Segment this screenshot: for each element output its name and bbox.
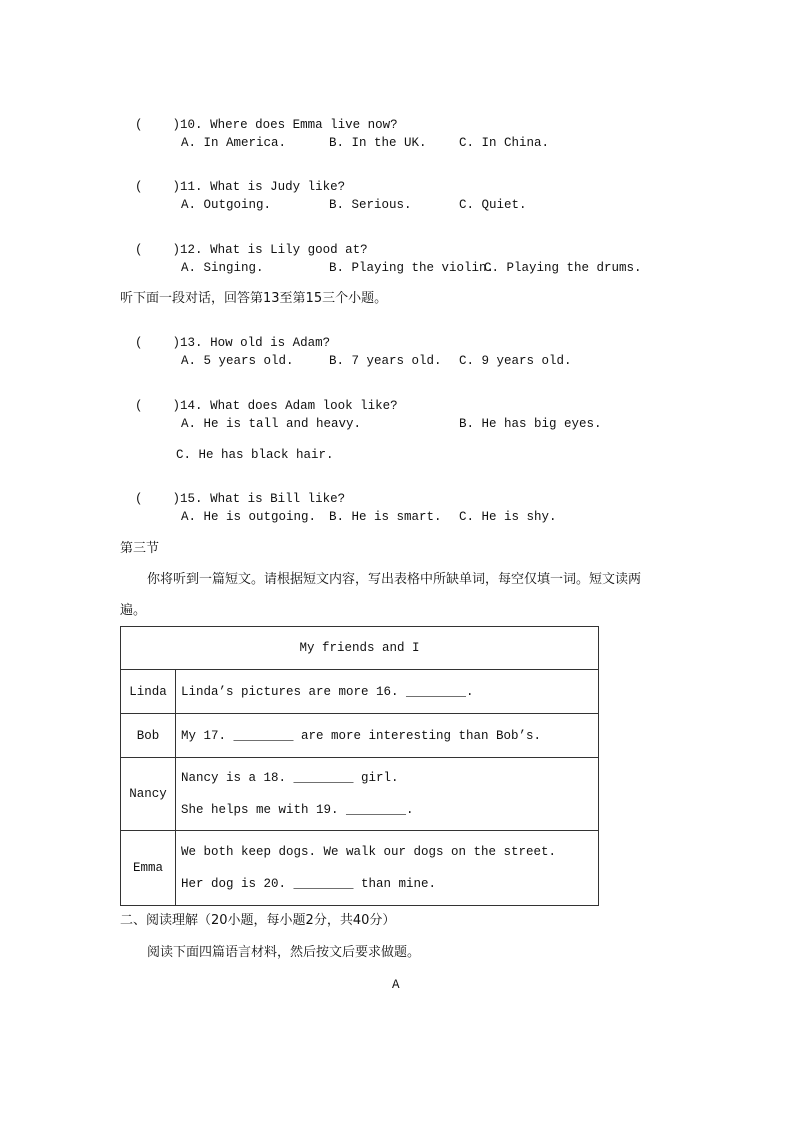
option-c: C. Playing the drums. bbox=[484, 261, 642, 275]
option-b: B. Playing the violin. bbox=[329, 261, 495, 275]
option-c: C. He has black hair. bbox=[176, 448, 334, 462]
question-number: 10. bbox=[180, 117, 203, 132]
option-b: B. 7 years old. bbox=[329, 354, 442, 368]
section-instruction-cont: 遍。 bbox=[120, 603, 147, 618]
question-text: What does Adam look like? bbox=[210, 398, 398, 413]
question-11 bbox=[120, 168, 345, 193]
option-a: A. He is tall and heavy. bbox=[181, 417, 362, 431]
question-13 bbox=[120, 324, 330, 349]
option-c: C. In China. bbox=[459, 136, 550, 150]
section-heading: 第三节 bbox=[120, 541, 160, 556]
question-text: Where does Emma live now? bbox=[210, 117, 398, 132]
table-row bbox=[121, 831, 599, 906]
option-a: A. Outgoing. bbox=[181, 198, 272, 212]
friend-name: Nancy bbox=[121, 758, 176, 831]
option-c: C. 9 years old. bbox=[459, 354, 572, 368]
friend-info bbox=[176, 670, 599, 714]
table-row bbox=[121, 714, 599, 758]
question-text: What is Lily good at? bbox=[210, 242, 368, 257]
question-14 bbox=[120, 387, 398, 412]
option-a: A. 5 years old. bbox=[181, 354, 294, 368]
fill-in-table bbox=[120, 626, 599, 906]
friend-info bbox=[176, 714, 599, 758]
table-row bbox=[121, 758, 599, 831]
option-c: C. He is shy. bbox=[459, 510, 557, 524]
option-a: A. Singing. bbox=[181, 261, 264, 275]
friend-info bbox=[176, 831, 599, 906]
question-12 bbox=[120, 231, 368, 256]
option-c: C. Quiet. bbox=[459, 198, 527, 212]
question-number: 13. bbox=[180, 335, 203, 350]
info-line: Nancy is a 18. ________ girl. bbox=[181, 771, 399, 785]
dialog-instruction: 听下面一段对话，回答第13至第15三个小题。 bbox=[120, 291, 388, 306]
question-text: What is Judy like? bbox=[210, 179, 346, 194]
friend-info bbox=[176, 758, 599, 831]
option-b: B. He is smart. bbox=[329, 510, 442, 524]
friend-name: Bob bbox=[121, 714, 176, 758]
question-number: 15. bbox=[180, 491, 203, 506]
info-line: She helps me with 19. ________. bbox=[181, 803, 414, 817]
answer-paren[interactable]: ( ) bbox=[135, 398, 181, 413]
passage-label: A bbox=[392, 978, 400, 992]
question-text: How old is Adam? bbox=[210, 335, 331, 350]
table-title-row bbox=[121, 627, 599, 670]
answer-paren[interactable]: ( ) bbox=[135, 335, 181, 350]
answer-paren[interactable]: ( ) bbox=[135, 117, 181, 132]
option-b: B. He has big eyes. bbox=[459, 417, 602, 431]
question-10 bbox=[120, 106, 398, 131]
question-number: 14. bbox=[180, 398, 203, 413]
answer-paren[interactable]: ( ) bbox=[135, 242, 181, 257]
part-heading: 二、阅读理解（20小题，每小题2分，共40分） bbox=[120, 913, 396, 928]
table-row bbox=[121, 670, 599, 714]
section-instruction: 你将听到一篇短文。请根据短文内容，写出表格中所缺单词，每空仅填一词。短文读两 bbox=[147, 572, 642, 587]
question-number: 11. bbox=[180, 179, 203, 194]
info-line: Her dog is 20. ________ than mine. bbox=[181, 877, 437, 891]
table-title: My friends and I bbox=[121, 627, 599, 670]
info-line: Linda’s pictures are more 16. ________. bbox=[181, 684, 474, 699]
part-instruction: 阅读下面四篇语言材料，然后按文后要求做题。 bbox=[147, 945, 421, 960]
option-b: B. In the UK. bbox=[329, 136, 427, 150]
answer-paren[interactable]: ( ) bbox=[135, 491, 181, 506]
option-a: A. In America. bbox=[181, 136, 287, 150]
question-number: 12. bbox=[180, 242, 203, 257]
info-line: We both keep dogs. We walk our dogs on the street. bbox=[181, 845, 557, 859]
question-15 bbox=[120, 480, 345, 505]
question-text: What is Bill like? bbox=[210, 491, 346, 506]
option-a: A. He is outgoing. bbox=[181, 510, 317, 524]
answer-paren[interactable]: ( ) bbox=[135, 179, 181, 194]
friend-name: Linda bbox=[121, 670, 176, 714]
option-b: B. Serious. bbox=[329, 198, 412, 212]
info-line: My 17. ________ are more interesting than Bob’s. bbox=[181, 728, 542, 743]
friend-name: Emma bbox=[121, 831, 176, 906]
